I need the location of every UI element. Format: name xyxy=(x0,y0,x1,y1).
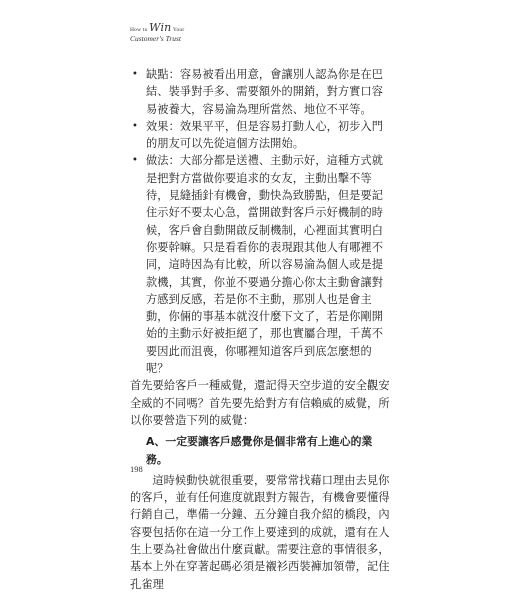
title-prefix: How to xyxy=(130,27,150,33)
bullet-item-method xyxy=(130,152,392,377)
book-title-line2: Customer's Trust xyxy=(130,34,181,44)
paragraph: 這時候動快就很重要，要常常找藉口理由去見你的客戶，並有任何進度就跟對方報告，有機會要懂得行銷自己，準備一分鐘、五分鐘自我介紹的橋段，內容要包括你在這一分工作上要達到的成就，還有在人生上要為社會做出什麼貢獻。需要注意的事情很多，基本上外在穿著起碼必須是襯衫西裝褲加領帶，記住孔雀理 xyxy=(130,473,390,591)
section-subheading: A、一定要讓客戶感覺你是個非常有上進心的業務。 xyxy=(146,435,373,466)
bullet-item-effect xyxy=(130,118,392,153)
page-body xyxy=(130,66,392,593)
bullet-text: 缺點：容易被看出用意，會讓別人認為你是在巴結、裝爭對手多、需要額外的開銷，對方實口容易被養大，容易淪為理所當然、地位不平等。 xyxy=(146,68,384,116)
running-header xyxy=(130,22,184,43)
bullet-text: 做法：大部分都是送禮、主動示好，這種方式就是把對方當做你要追求的女友，主動出擊不等待，見縫插針有機會，動快為致勝點，但是要記住示好不要太心急，當開啟對客戶示好機制的時候，客戶會自動開啟反制機制，心裡面其實明白你要幹嘛。只是看看你的表現跟其他人有哪裡不同，這時因為有比較，所以容易淪為個人或是提款機，其實，你並不要過分擔心你太主動會讓對方感到反感，若是你不主動，那別人也是會主動，你倆的事基本就沒什麼下文了，若是你剛開始的主動示好被拒絕了，那也實屬合理，千萬不要因此而沮喪，你哪裡知道客戶到底怎麼想的呢？ xyxy=(146,154,384,376)
bullet-marker: • xyxy=(132,120,138,132)
bullet-marker: • xyxy=(132,69,138,80)
bullet-marker: • xyxy=(132,155,138,167)
title-win: Win xyxy=(149,21,172,34)
book-title-line1 xyxy=(130,22,184,34)
paragraph: 首先要給客戶一種威覺，還記得天空步道的安全觀安全威的不同嗎？首先要先給對方有信賴威的威覺，所以你要營造下列的威覺： xyxy=(130,379,390,427)
page-number: 198 xyxy=(130,464,143,474)
bullet-text: 效果：效果平平，但是容易打動人心，初步入門的朋友可以先從這個方法開始。 xyxy=(146,119,384,151)
title-suffix: Your xyxy=(171,27,185,33)
bullet-item-drawbacks xyxy=(130,66,392,118)
